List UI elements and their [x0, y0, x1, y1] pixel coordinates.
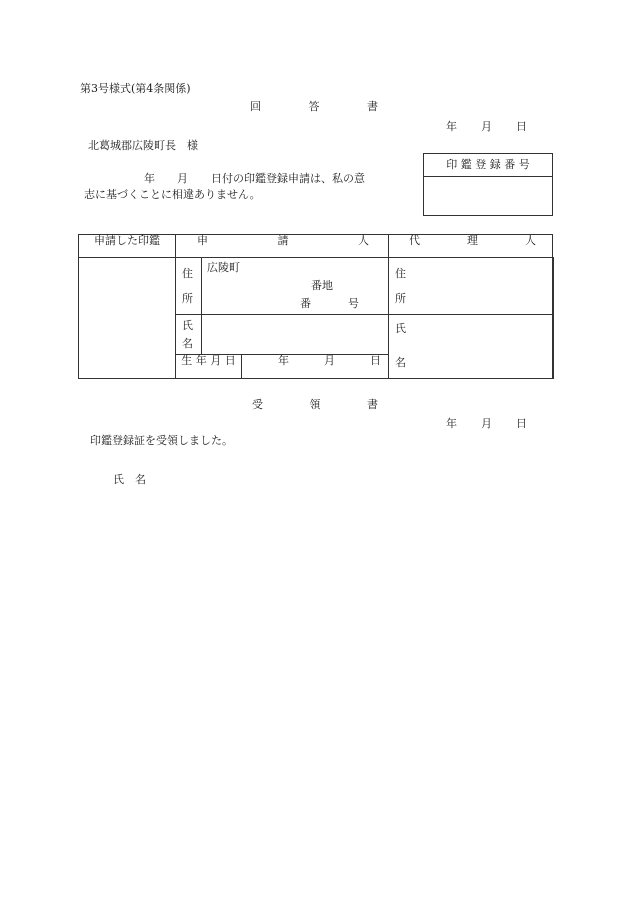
statement-line1-year: 年 [144, 172, 155, 185]
date-month: 月 [481, 417, 492, 430]
name-label-char: 名 [182, 337, 193, 350]
receipt-title-char: 書 [367, 398, 378, 411]
header-applicant-char: 申 [197, 234, 208, 247]
header-applicant-char: 請 [277, 234, 289, 247]
registration-number-value[interactable] [424, 177, 552, 215]
answer-title-char: 答 [308, 100, 320, 113]
agent-name-label [389, 315, 553, 379]
agent-address-label [389, 258, 553, 315]
receipt-title-char: 領 [309, 398, 321, 411]
agent-address-field[interactable] [553, 258, 554, 315]
birth-date-label: 生 年 月 日 [181, 354, 236, 367]
applicant-name-label [176, 315, 202, 355]
receipt-title [252, 399, 378, 410]
receipt-name-label: 氏 名 [113, 473, 146, 486]
statement-line2: 志に基づくことに相違ありません。 [84, 188, 261, 201]
name-label-char: 氏 [182, 319, 193, 332]
header-applicant-char: 人 [358, 234, 369, 247]
receipt-title-char: 受 [252, 398, 263, 411]
name-label-char: 氏 [395, 322, 406, 335]
date-line-1 [446, 121, 527, 132]
answer-title [250, 101, 378, 112]
answer-title-char: 回 [250, 100, 261, 113]
birth-day: 日 [370, 354, 381, 367]
answer-title-char: 書 [367, 100, 378, 113]
address-label-char: 所 [395, 292, 406, 305]
applicant-banchi: 番地 [311, 279, 333, 292]
date-day: 日 [516, 120, 527, 133]
birth-year: 年 [278, 354, 289, 367]
date-month: 月 [481, 120, 492, 133]
applicant-ban: 番 [300, 297, 311, 310]
header-agent-char: 理 [467, 234, 478, 247]
applicant-address-field[interactable] [202, 258, 389, 315]
applicant-go: 号 [348, 297, 359, 310]
statement-line1-rest: 日付の印鑑登録申請は、私の意 [211, 172, 365, 185]
agent-name-field[interactable] [553, 315, 554, 379]
address-label-char: 住 [395, 267, 406, 280]
addressee: 北葛城郡広陵町長 様 [88, 139, 198, 152]
header-agent-char: 代 [409, 234, 420, 247]
registration-number-box [423, 153, 553, 216]
address-label-char: 所 [182, 292, 193, 305]
registration-number-label: 印 鑑 登 録 番 号 [424, 154, 552, 177]
date-year: 年 [446, 417, 457, 430]
application-table [78, 234, 554, 379]
header-agent-char: 人 [525, 234, 536, 247]
applicant-town: 広陵町 [207, 261, 240, 274]
form-label: 第3号様式(第4条関係) [80, 82, 191, 95]
receipt-statement: 印鑑登録証を受領しました。 [90, 434, 233, 447]
name-label-char: 名 [395, 356, 406, 369]
header-applicant [176, 235, 389, 258]
birth-date-field[interactable] [242, 355, 389, 379]
birth-month: 月 [324, 354, 335, 367]
address-label-char: 住 [182, 267, 193, 280]
date-year: 年 [446, 120, 457, 133]
birth-date-label-cell [176, 355, 242, 379]
header-seal-label: 申請した印鑑 [94, 234, 160, 247]
date-day: 日 [516, 417, 527, 430]
date-line-2 [446, 418, 527, 429]
seal-impression-cell[interactable] [79, 258, 176, 379]
statement-line1-month: 月 [177, 172, 188, 185]
applicant-name-field[interactable] [202, 315, 389, 355]
header-seal [79, 235, 176, 258]
applicant-address-label [176, 258, 202, 315]
header-agent [389, 235, 553, 258]
